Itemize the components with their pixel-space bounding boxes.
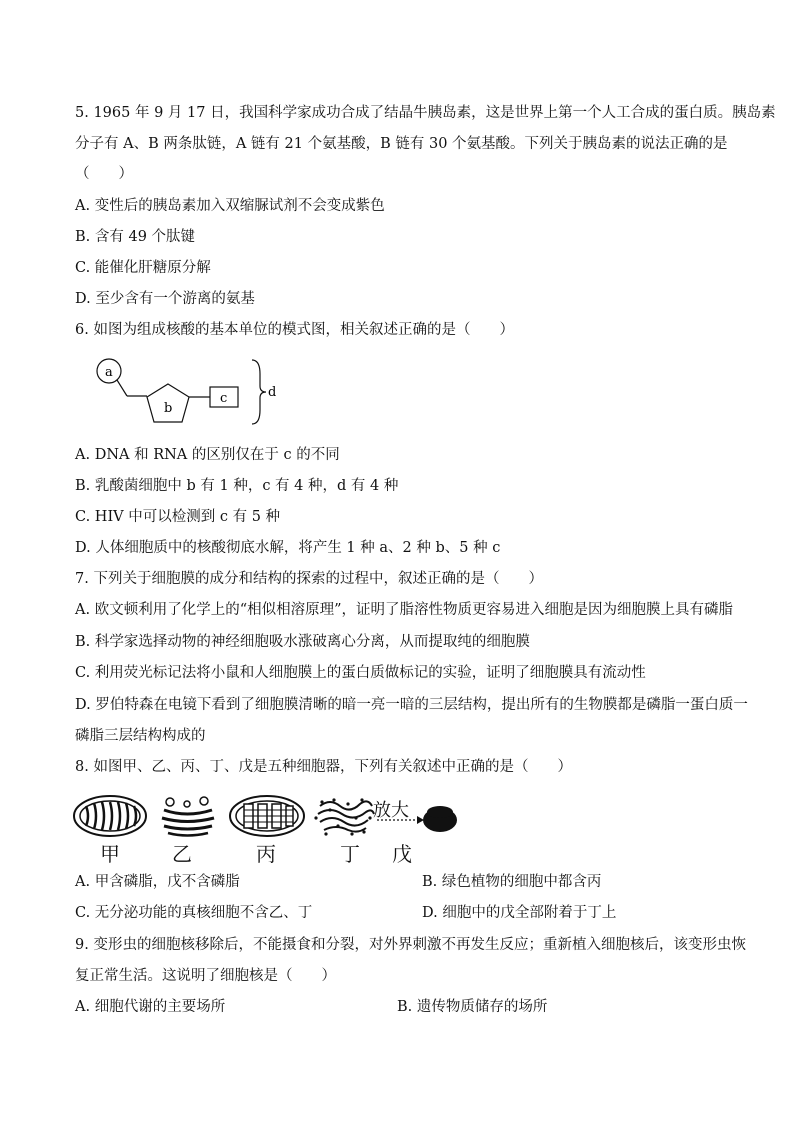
q9-stem-line1: 9. 变形虫的细胞核移除后，不能摄食和分裂，对外界刺激不再发生反应；重新植入细胞核后，该变形虫恢 <box>75 937 746 953</box>
golgi-icon <box>162 797 214 836</box>
q8-option-c: C. 无分泌功能的真核细胞不含乙、丁 <box>75 905 313 921</box>
q5-blank: （ ） <box>75 166 133 182</box>
organelle-label-wu: 戊 <box>392 842 412 866</box>
organelle-label-ding: 丁 <box>340 842 360 866</box>
q7-option-d-cont: 磷脂三层结构构成的 <box>75 728 206 744</box>
organelle-label-yi: 乙 <box>172 842 192 866</box>
q6-option-a: A. DNA 和 RNA 的区别仅在于 c 的不同 <box>75 447 340 463</box>
q8-option-d: D. 细胞中的戊全部附着于丁上 <box>422 905 617 921</box>
q5-option-c: C. 能催化肝糖原分解 <box>75 260 211 276</box>
q6-stem: 6. 如图为组成核酸的基本单位的模式图，相关叙述正确的是（ ） <box>75 322 514 338</box>
q6-option-b: B. 乳酸菌细胞中 b 有 1 种，c 有 4 种，d 有 4 种 <box>75 478 399 494</box>
q9-stem-line2: 复正常生活。这说明了细胞核是（ ） <box>75 968 336 984</box>
q7-stem: 7. 下列关于细胞膜的成分和结构的探索的过程中，叙述正确的是（ ） <box>75 571 543 587</box>
nucleotide-label-c: c <box>220 391 228 406</box>
q6-option-d: D. 人体细胞质中的核酸彻底水解，将产生 1 种 a、2 种 b、5 种 c <box>75 540 501 556</box>
q9-option-a: A. 细胞代谢的主要场所 <box>75 999 226 1015</box>
q5-stem-line2: 分子有 A、B 两条肽链，A 链有 21 个氨基酸，B 链有 30 个氨基酸。下列关于胰岛素的说法正确的是 <box>75 136 728 152</box>
nucleotide-label-b: b <box>164 401 173 416</box>
q7-option-d: D. 罗伯特森在电镜下看到了细胞膜清晰的暗一亮一暗的三层结构，提出所有的生物膜都是磷脂一蛋白质一 <box>75 697 748 713</box>
organelles-diagram <box>72 792 472 840</box>
nucleotide-label-a: a <box>105 365 113 380</box>
mitochondrion-icon <box>74 796 146 836</box>
organelle-label-bing: 丙 <box>256 842 276 866</box>
chloroplast-icon <box>230 796 304 836</box>
q5-option-b: B. 含有 49 个肽键 <box>75 229 196 245</box>
q8-option-a: A. 甲含磷脂，戊不含磷脂 <box>75 874 240 890</box>
q5-stem-line1: 5. 1965 年 9 月 17 日，我国科学家成功合成了结晶牛胰岛素，这是世界上第一个人工合成的蛋白质。胰岛素 <box>75 105 776 121</box>
q7-option-a: A. 欧文顿利用了化学上的“相似相溶原理”，证明了脂溶性物质更容易进入细胞是因为细胞膜上具有磷脂 <box>75 602 734 618</box>
organelle-label-jia: 甲 <box>100 842 120 866</box>
endoplasmic-reticulum-icon <box>314 798 374 835</box>
nucleotide-diagram <box>90 352 280 432</box>
ribosome-icon <box>423 806 457 832</box>
nucleotide-label-d: d <box>268 385 277 400</box>
q5-option-a: A. 变性后的胰岛素加入双缩脲试剂不会变成紫色 <box>75 198 385 214</box>
enlarge-arrow-label: 放大 <box>373 800 409 821</box>
q7-option-c: C. 利用荧光标记法将小鼠和人细胞膜上的蛋白质做标记的实验，证明了细胞膜具有流动性 <box>75 665 646 681</box>
q5-option-d: D. 至少含有一个游离的氨基 <box>75 291 255 307</box>
q6-option-c: C. HIV 中可以检测到 c 有 5 种 <box>75 509 281 525</box>
q9-option-b: B. 遗传物质储存的场所 <box>397 999 548 1015</box>
q8-stem: 8. 如图甲、乙、丙、丁、戊是五种细胞器，下列有关叙述中正确的是（ ） <box>75 759 572 775</box>
q7-option-b: B. 科学家选择动物的神经细胞吸水涨破离心分离，从而提取纯的细胞膜 <box>75 634 530 650</box>
q8-option-b: B. 绿色植物的细胞中都含丙 <box>422 874 602 890</box>
